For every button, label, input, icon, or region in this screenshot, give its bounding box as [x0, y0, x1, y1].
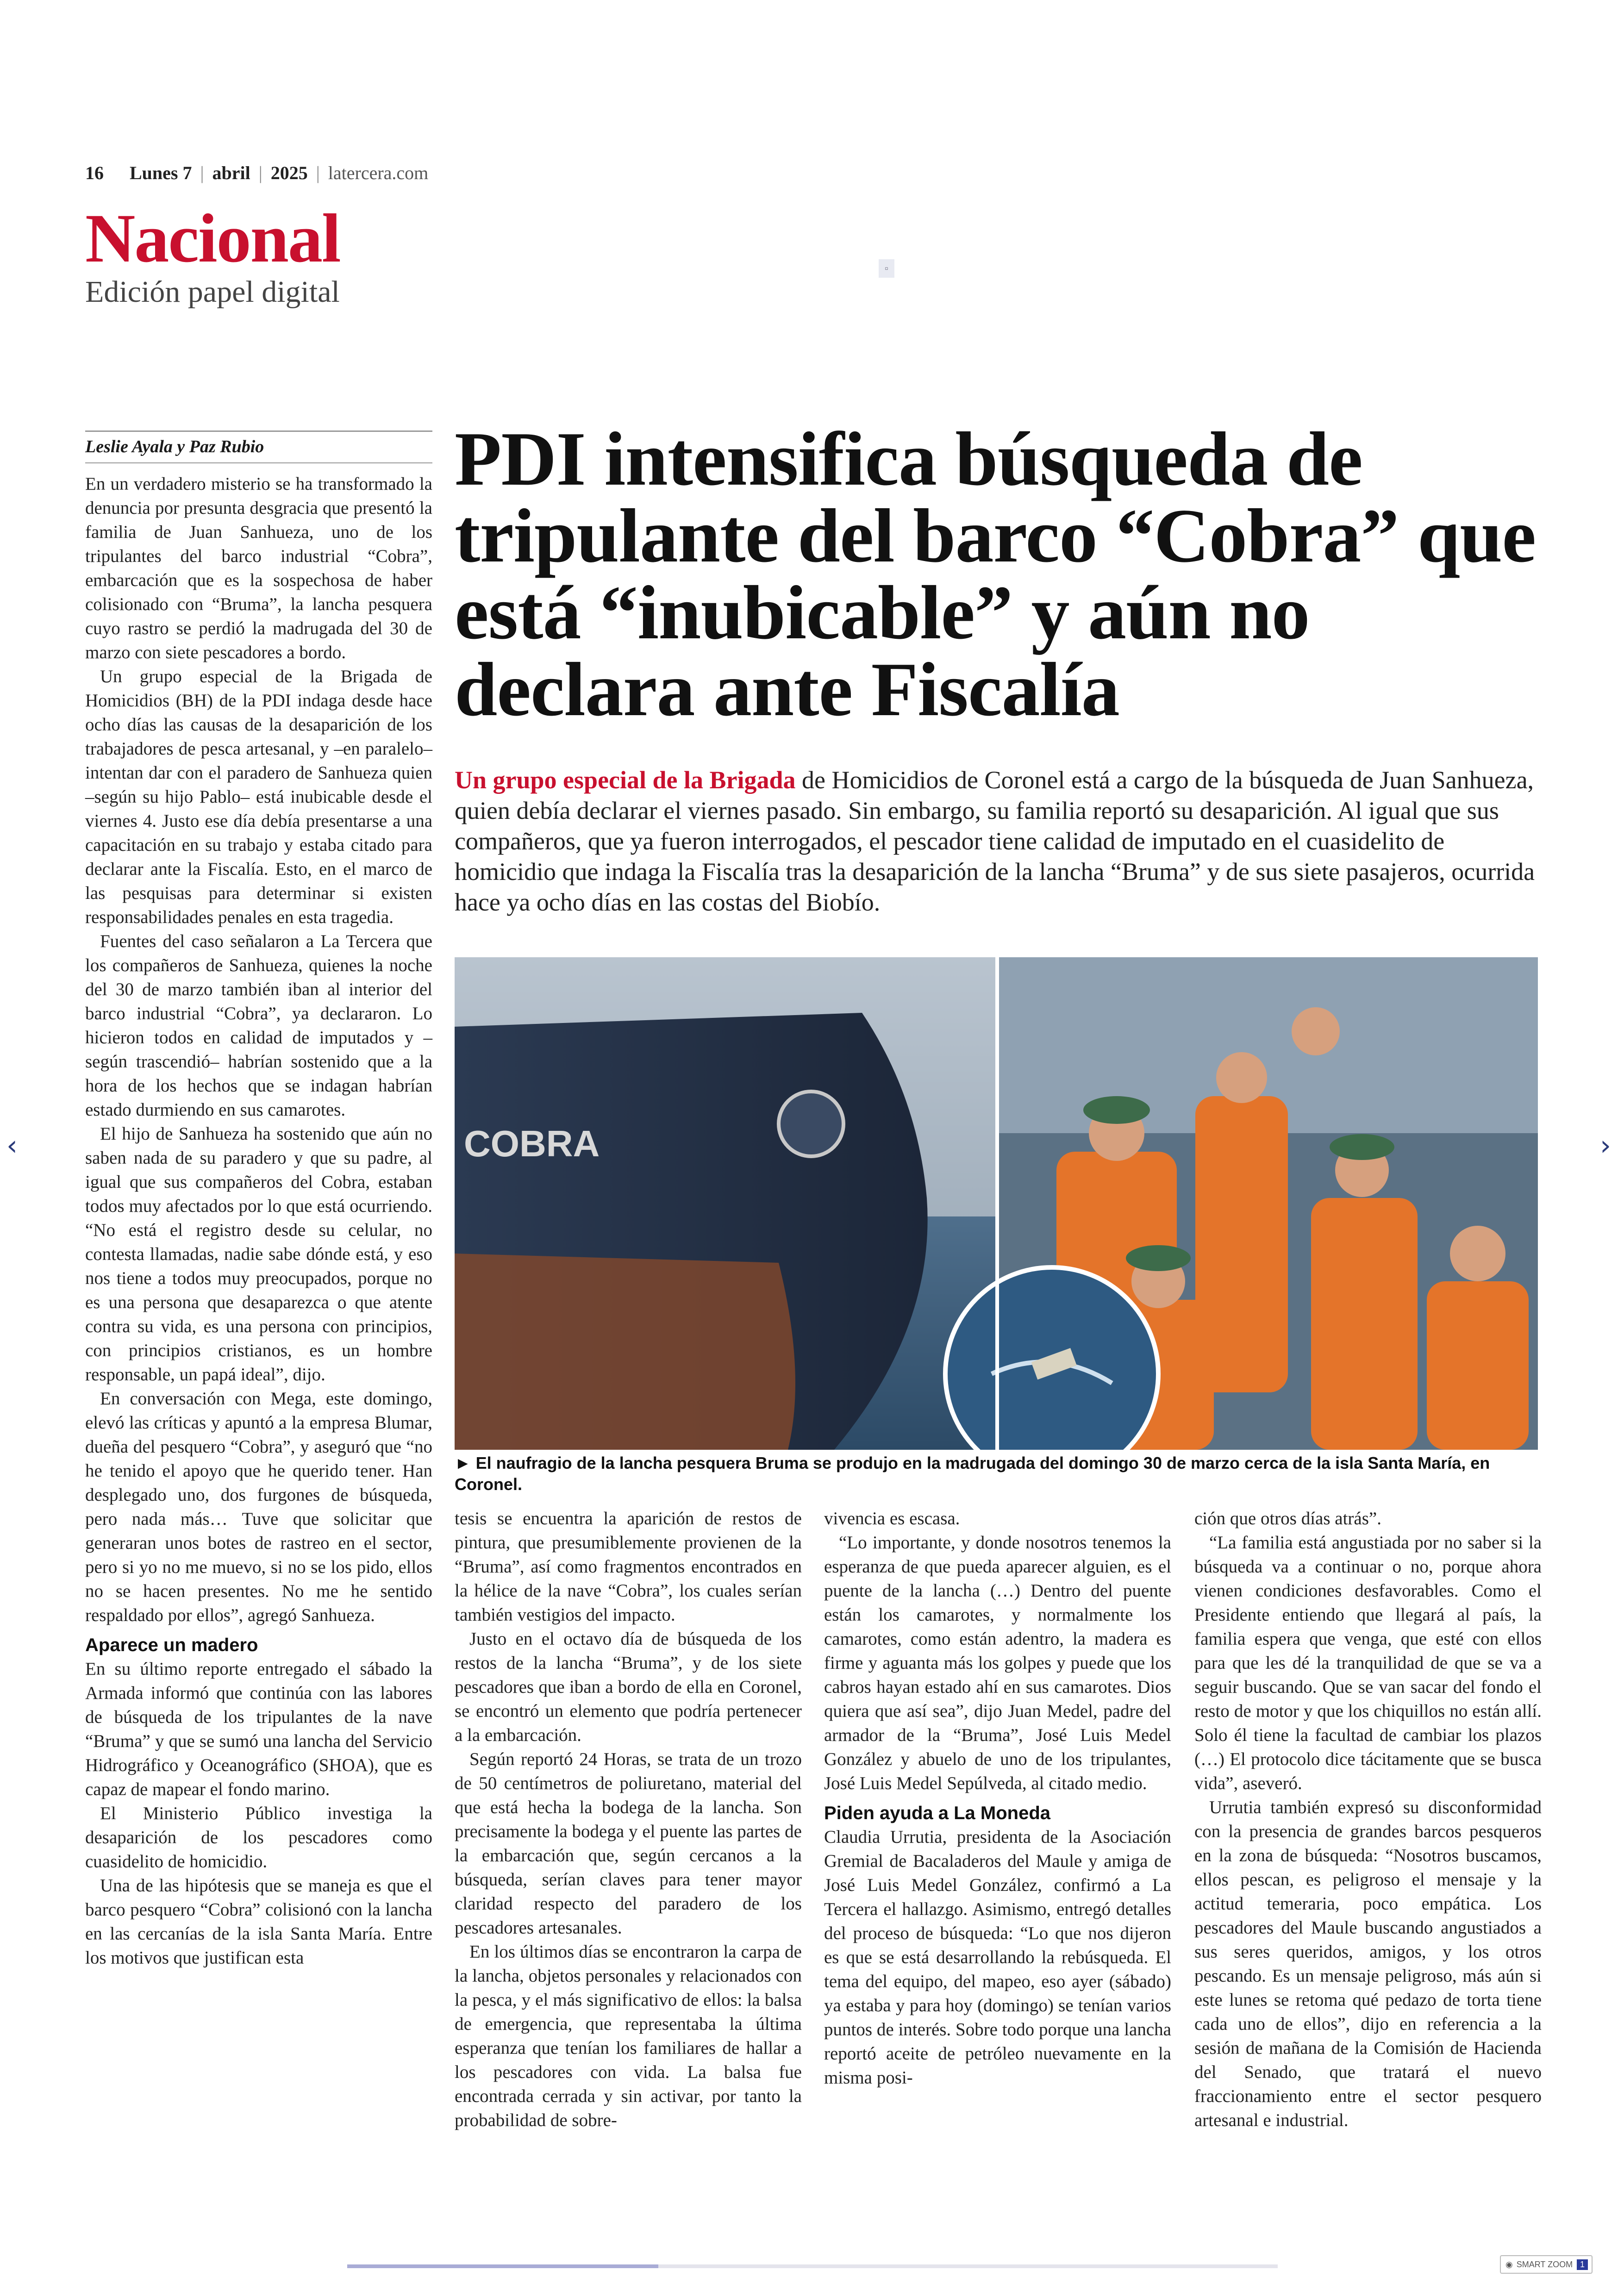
paragraph: ción que otros días atrás”. — [1194, 1509, 1381, 1528]
article-headline: PDI intensifica búsqueda de tripulante del barco “Cobra” que está “inubicable” y aún no declara ante Fiscalía — [455, 416, 1536, 732]
photo-illustration — [455, 957, 1538, 1450]
paragraph: En los últimos días se encontraron la carpa de la lancha, objetos personales y relacionados con la pesca, y el más significativo de ellos: la balsa de emergencia, que representaba la última esperanza que tenían los familiares de hallar a los pescadores con vida. La balsa fue encontrada cerrada y sin activar, por tanto la probabilidad de sobre- — [455, 1942, 802, 2130]
chevron-left-icon[interactable]: ‹ — [6, 1129, 18, 1162]
separator: | — [258, 162, 262, 183]
paragraph: Fuentes del caso señalaron a La Tercera que los compañeros de Sanhueza, quienes la noche del 30 de marzo también iban al interior del barco industrial “Cobra”, ya declararon. Lo hicieron todos en calidad de imputados y –según trascendió– habrían sostenido que a la hora de los hechos que se indagan habrían estado durmiendo en sus camarotes. — [85, 931, 432, 1120]
page-indicator: 1 — [1577, 2259, 1588, 2270]
separator: | — [200, 162, 204, 183]
paragraph: Según reportó 24 Horas, se trata de un trozo de 50 centímetros de poliuretano, material del que está hecha la bodega de la lancha. Son precisamente la bodega y el puente las partes de la embarcación que, según cercanos a la búsqueda, serían claves para tener mayor claridad respecto del paradero de los pescadores artesanales. — [455, 1749, 802, 1938]
masthead-dateline — [85, 162, 428, 184]
page-number: 16 — [85, 162, 104, 183]
paragraph: En su último reporte entregado el sábado la Armada informó que continúa con las labores de búsqueda de los tripulantes de la nave “Bruma” y que se sumó una lancha del Servicio Hidrográfico y Oceanográfico (SHOA), que es capaz de mapear el fondo marino. — [85, 1659, 432, 1799]
article-photo — [455, 957, 1538, 1450]
article-column-3 — [824, 1507, 1171, 2090]
paragraph: vivencia es escasa. — [824, 1509, 960, 1528]
lead-highlight: Un grupo especial de la Brigada — [455, 766, 796, 794]
hull-label: COBRA — [464, 1123, 600, 1164]
smart-zoom-button[interactable] — [1500, 2255, 1593, 2274]
subheading: Aparece un madero — [85, 1635, 258, 1655]
eye-icon: ◉ — [1505, 2259, 1513, 2269]
paragraph: Urrutia también expresó su disconformidad con la presencia de grandes barcos pesqueros en la zona de búsqueda: “Nosotros buscamos, ellos pescan, es peligroso el mensaje y la actitud temeraria, poco empática. Los pescadores del Maule buscando angustiados a sus seres queridos, amigos, y los otros pescando. Es un mensaje peligroso, más aún si este lunes se retoma qué pedazo de torta tiene cada uno de ellos”, dijo en referencia a la sesión de mañana de la Comisión de Hacienda del Senado, que tratará el nuevo fraccionamiento entre el sector pesquero artesanal e industrial. — [1194, 1797, 1542, 2130]
paragraph: “Lo importante, y donde nosotros tenemos la esperanza de que pueda aparecer alguien, es el puente de la lancha (…) Dentro del puente están los camarotes, y normalmente los camarotes, como están adentro, la madera es firme y aguanta más los golpes y puede que los cabros hayan estado ahí en sus camarotes. Dios quiera que así sea”, dijo Juan Medel, padre del armador de la “Bruma”, José Luis Medel González y abuelo de uno de los tripulantes, José Luis Medel Sepúlveda, al citado medio. — [824, 1533, 1171, 1793]
paragraph: En un verdadero misterio se ha transformado la denuncia por presunta desgracia que presentó la familia de Juan Sanhueza, uno de los tripulantes del barco industrial “Cobra”, embarcación que es la sospechosa de haber colisionado con “Bruma”, la lancha pesquera cuyo rastro se perdió la madrugada del 30 de marzo con siete pescadores a bordo. — [85, 474, 432, 662]
article-column-1 — [85, 472, 432, 1970]
date-day: Lunes 7 — [130, 162, 192, 183]
paragraph: En conversación con Mega, este domingo, elevó las críticas y apuntó a la empresa Blumar, dueña del pesquero “Cobra”, y aseguró que “no he tenido el apoyo que he querido tener. Han desplegado uno, dos furgones de búsqueda, pero nada más… Tuve que solicitar que generaran unos botes de rastreo en el sector, pero si yo no me muevo, si no se los pido, ellos no se hacen presentes. No me he sentido respaldado por ellos”, agregó Sanhueza. — [85, 1389, 432, 1625]
article-column-2 — [455, 1507, 802, 2133]
paragraph: Justo en el octavo día de búsqueda de los restos de la lancha “Bruma”, y de los siete pescadores que iban a bordo de ella en Coronel, se encontró un elemento que podría pertenecer a la embarcación. — [455, 1629, 802, 1745]
site-link[interactable]: latercera.com — [328, 162, 429, 183]
subheading: Piden ayuda a La Moneda — [824, 1803, 1051, 1823]
date-month: abril — [212, 162, 250, 183]
paragraph: Un grupo especial de la Brigada de Homicidios (BH) de la PDI indaga desde hace ocho días las causas de la desaparición de los trabajadores de pesca artesanal, y –en paralelo– intentan dar con el paradero de Sanhueza quien –según su hijo Pablo– está inubicable desde el viernes 4. Justo ese día debía presentarse a una capacitación en su trabajo y estaba citado para declarar ante la Fiscalía. Esto, en el marco de las pesquisas para determinar si existen responsabilidades penales en esta tragedia. — [85, 667, 432, 927]
paragraph: tesis se encuentra la aparición de restos de pintura, que presumiblemente provienen de la “Bruma”, así como fragmentos encontrados en la hélice de la nave “Cobra”, los cuales serían también vestigios del impacto. — [455, 1509, 802, 1625]
paragraph: El hijo de Sanhueza ha sostenido que aún no saben nada de su paradero y que su padre, al igual que sus compañeros del Cobra, estaban todos muy afectados por lo que está ocurriendo. “No está el registro desde su celular, no contesta llamadas, nadie sabe dónde está, y eso nos tiene a todos muy preocupados, porque no es una persona que desaparezca o que atente contra su vida, es una persona con principios, con principios cristianos, es un hombre responsable, un papá ideal”, dijo. — [85, 1124, 432, 1384]
section-title: Nacional — [85, 200, 340, 277]
paragraph: El Ministerio Público investiga la desaparición de los pescadores como cuasidelito de homicidio. — [85, 1803, 432, 1871]
scrollbar-thumb[interactable] — [347, 2264, 658, 2268]
smart-zoom-label: SMART ZOOM — [1516, 2259, 1573, 2269]
page-marker-icon[interactable]: ▫ — [879, 259, 894, 278]
article-lead — [455, 765, 1547, 917]
date-year: 2025 — [270, 162, 308, 183]
article-column-4 — [1194, 1507, 1542, 2133]
paragraph: Una de las hipótesis que se maneja es que el barco pesquero “Cobra” colisionó con la lancha en las cercanías de la isla Santa María. Entre los motivos que justifican esta — [85, 1876, 432, 1968]
byline: Leslie Ayala y Paz Rubio — [85, 430, 432, 463]
separator: | — [316, 162, 320, 183]
chevron-right-icon[interactable]: › — [1600, 1129, 1611, 1162]
paragraph: “La familia está angustiada por no saber si la búsqueda va a continuar o no, porque ahora vienen condiciones desfavorables. Como el Presidente entiendo que llegará al país, la familia espera que venga, que esté con ellos para que les dé la tranquilidad de que se va a seguir buscando. Que se van sacar del fondo el resto de motor y que los chiquillos no están allí. Solo él tiene la facultad de cambiar los plazos (…) El protocolo dice tácitamente que se busca vida”, aseveró. — [1194, 1533, 1542, 1793]
edition-label: Edición papel digital — [85, 275, 340, 309]
page-scrollbar[interactable] — [347, 2264, 1278, 2268]
paragraph: Claudia Urrutia, presidenta de la Asociación Gremial de Bacaladeros del Maule y amiga de José Luis Medel González, confirmó a La Tercera el hallazgo. Asimismo, entregó detalles del proceso de búsqueda: “Lo que nos dijeron es que se está desarrollando la rebúsqueda. El tema del equipo, del mapeo, eso ayer (sábado) ya estaba y para hoy (domingo) se tenían varios puntos de interés. Sobre todo porque una lancha reportó aceite de petróleo nuevamente en la misma posi- — [824, 1827, 1171, 2088]
lead-text: de Homicidios de Coronel está a cargo de la búsqueda de Juan Sanhueza, quien debía declarar el viernes pasado. Sin embargo, su familia reportó su desaparición. Al igual que sus compañeros, que ya fueron interrogados, el pescador tiene calidad de imputado en el cuasidelito de homicidio que indaga la Fiscalía tras la desaparición de la lancha “Bruma” y de sus siete pasajeros, ocurrida hace ya ocho días en las costas del Biobío. — [455, 766, 1535, 916]
separator — [112, 162, 121, 183]
photo-caption: ► El naufragio de la lancha pesquera Bruma se produjo en la madrugada del domingo 30 de marzo cerca de la isla Santa María, en Coronel. — [455, 1453, 1490, 1494]
